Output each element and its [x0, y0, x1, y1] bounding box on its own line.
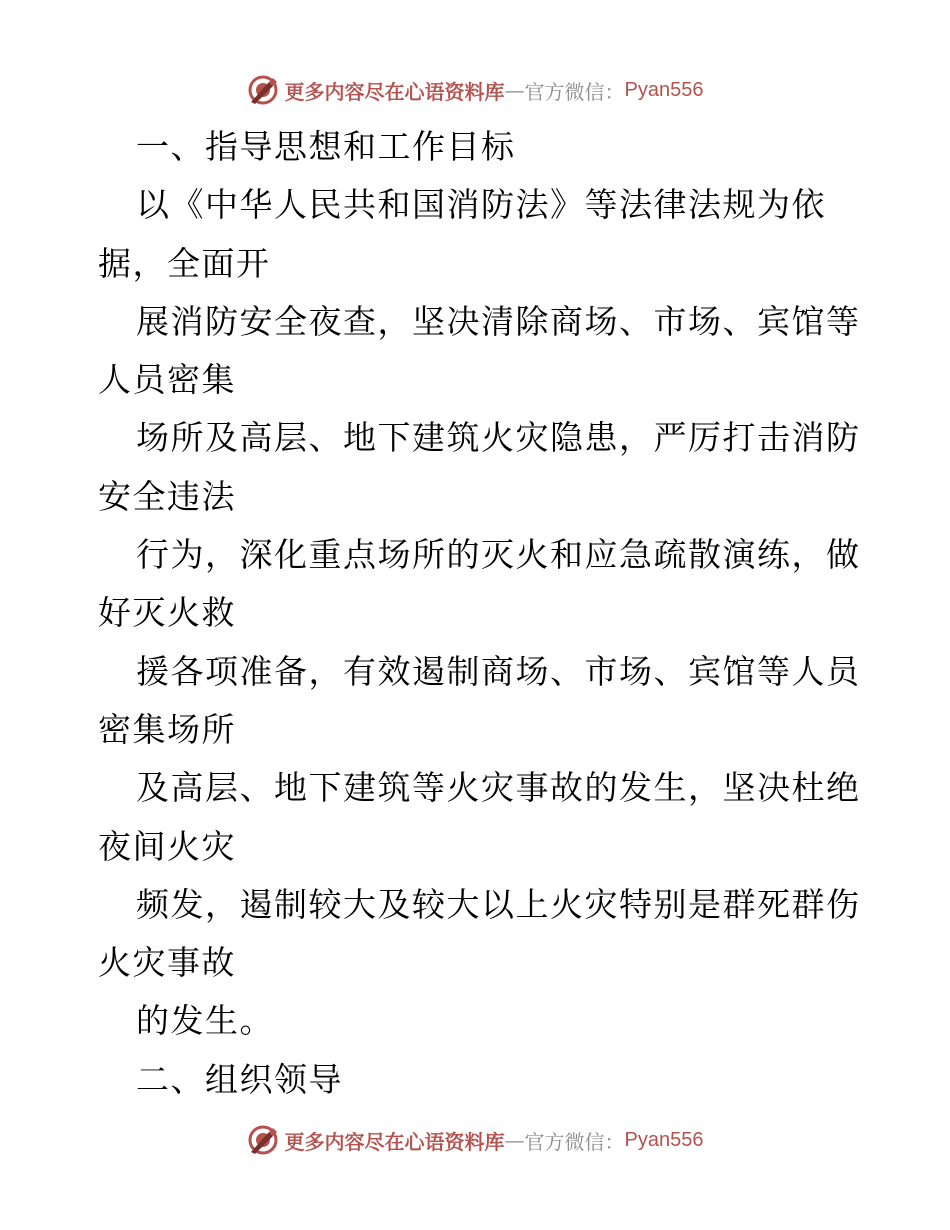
footer-separator: — — [504, 1128, 525, 1152]
header-banner — [247, 74, 704, 106]
body-line: 火灾事故 — [98, 943, 236, 983]
footer-banner — [247, 1124, 704, 1156]
pen-logo-icon — [247, 1124, 279, 1156]
body-line: 展消防安全夜查，坚决清除商场、市场、宾馆等 — [136, 301, 861, 341]
pen-logo-icon — [247, 74, 279, 106]
document-body — [98, 118, 861, 1109]
body-line: 的发生。 — [136, 1001, 274, 1041]
footer-site-name: 更多内容尽在心语资料库 — [284, 1129, 505, 1154]
header-wechat-id: Pyan556 — [624, 78, 704, 101]
header-wechat-label: 官方微信： — [524, 79, 625, 104]
body-line: 密集场所 — [98, 709, 236, 749]
footer-wechat-label: 官方微信： — [524, 1129, 625, 1154]
body-line: 及高层、地下建筑等火灾事故的发生，坚决杜绝 — [136, 768, 861, 808]
body-line: 安全违法 — [98, 476, 236, 516]
section-heading: 二、组织领导 — [136, 1059, 343, 1099]
body-line: 人员密集 — [98, 360, 236, 400]
header-site-name: 更多内容尽在心语资料库 — [284, 79, 505, 104]
body-line: 夜间火灾 — [98, 826, 236, 866]
body-line: 以《中华人民共和国消防法》等法律法规为依 — [136, 185, 826, 225]
body-line: 援各项准备，有效遏制商场、市场、宾馆等人员 — [136, 651, 861, 691]
body-line: 场所及高层、地下建筑火灾隐患，严厉打击消防 — [136, 418, 861, 458]
body-line: 据，全面开 — [98, 243, 271, 283]
section-heading: 一、指导思想和工作目标 — [136, 127, 516, 166]
page-header — [0, 70, 950, 110]
header-separator: — — [504, 78, 525, 102]
footer-wechat-id: Pyan556 — [624, 1128, 704, 1151]
body-line: 行为，深化重点场所的灭火和应急疏散演练，做 — [136, 535, 861, 575]
body-line: 频发，遏制较大及较大以上火灾特别是群死群伤 — [136, 884, 861, 924]
body-line: 好灭火救 — [98, 593, 236, 633]
page-footer — [0, 1120, 950, 1160]
